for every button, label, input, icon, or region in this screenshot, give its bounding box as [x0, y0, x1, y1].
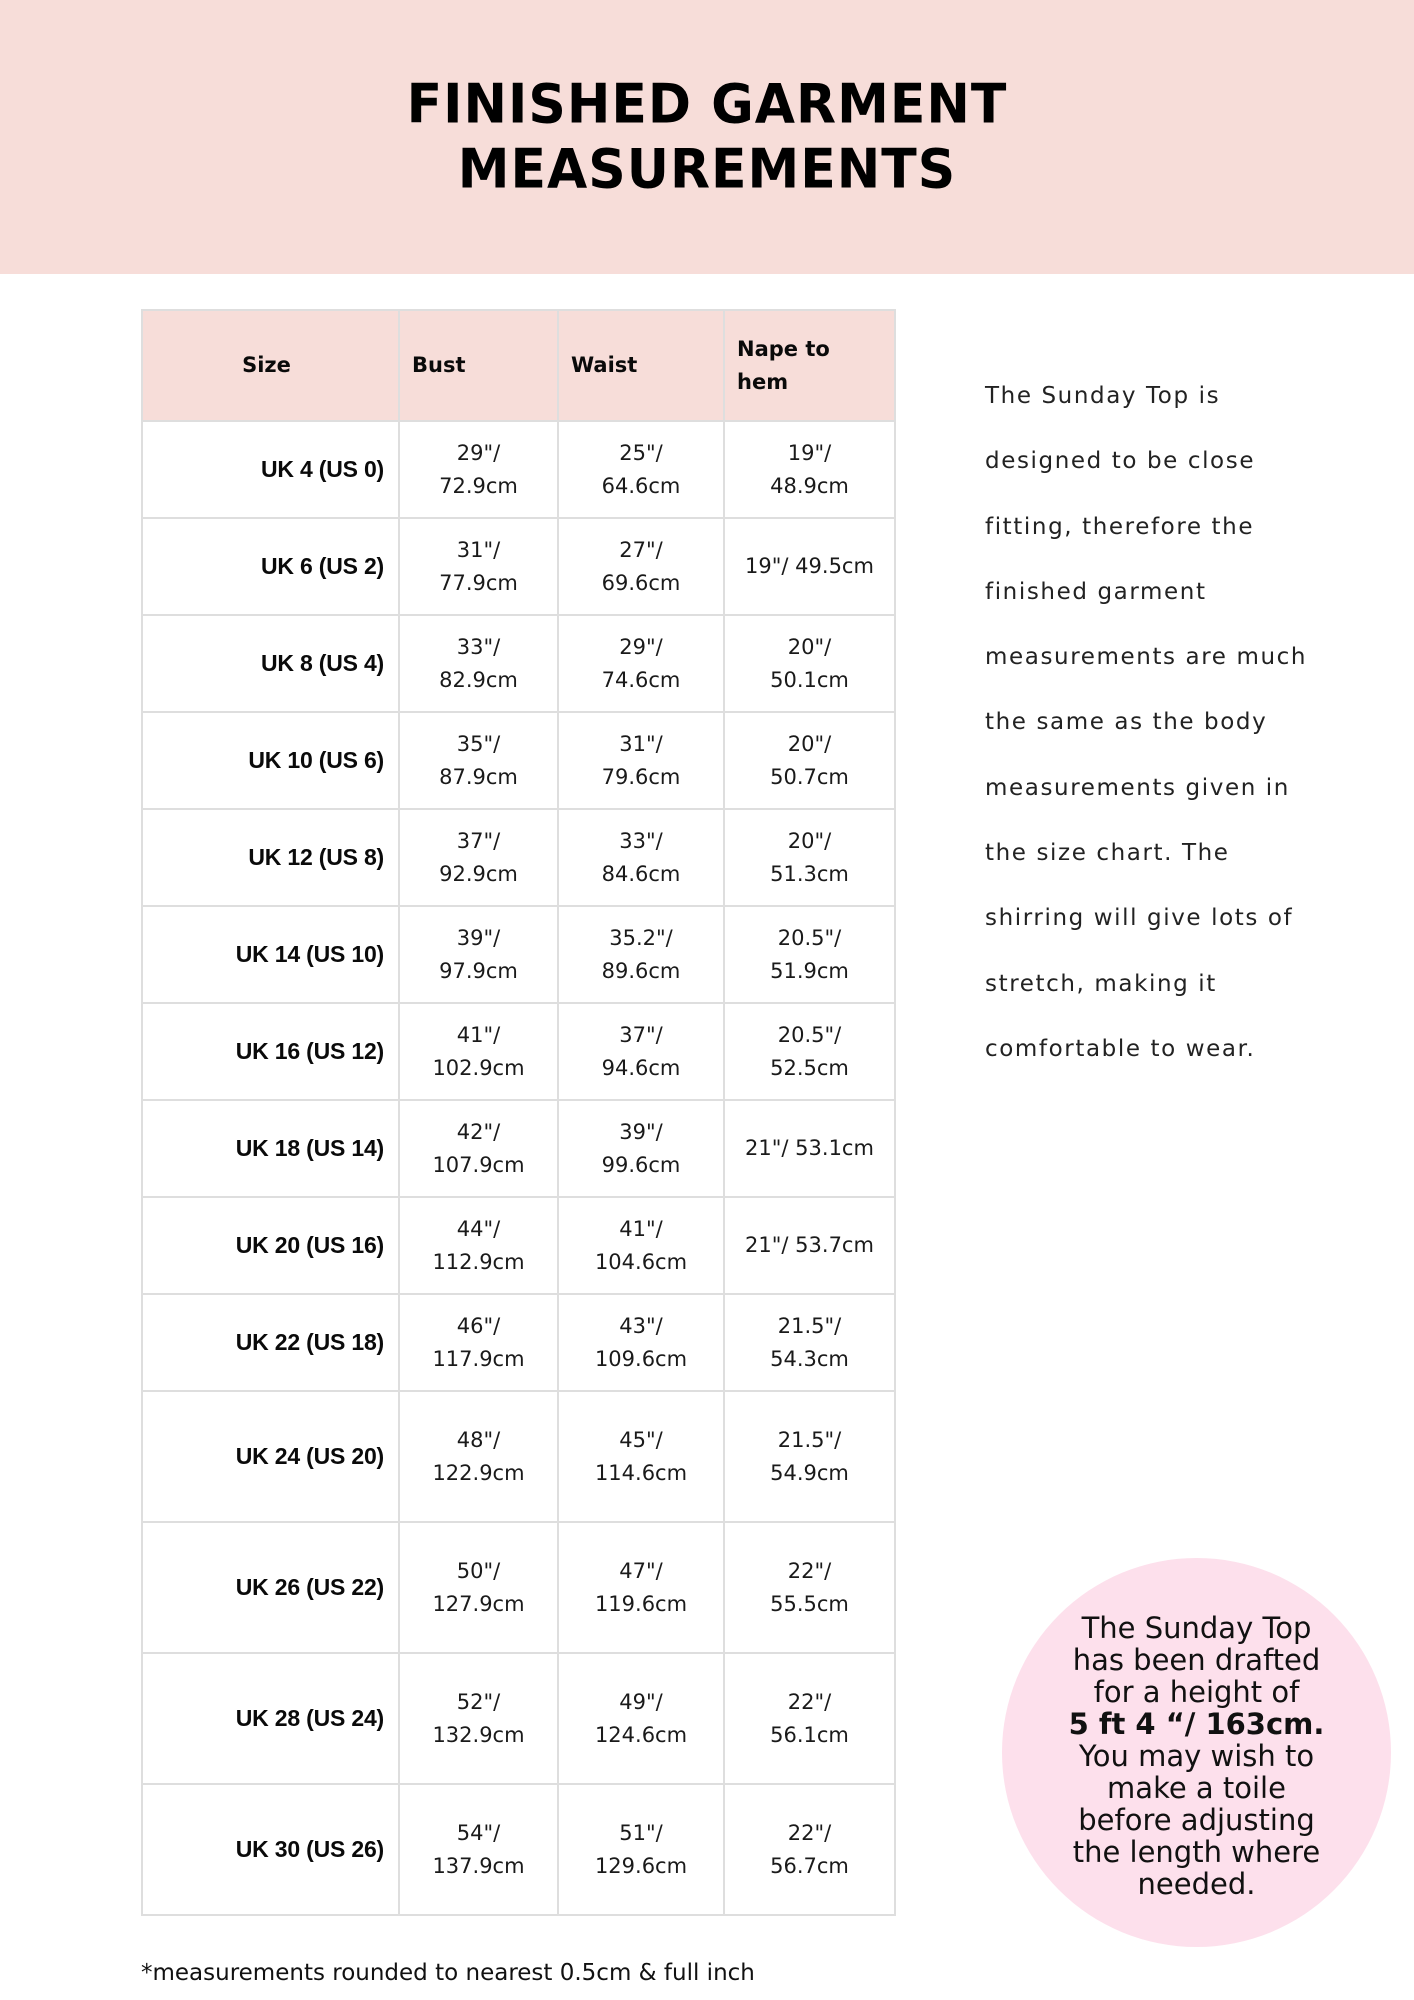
height-note-line: make a toile — [1107, 1770, 1286, 1805]
waist-cell — [558, 1391, 724, 1522]
bust-value-line: 127.9cm — [432, 1591, 525, 1616]
nape-value-line: 52.5cm — [770, 1055, 849, 1080]
waist-value-line: 89.6cm — [601, 958, 681, 983]
fit-description-line: The Sunday Top is — [985, 383, 1221, 409]
waist-cell — [558, 1522, 724, 1653]
nape-cell — [724, 809, 895, 906]
bust-cell — [399, 1197, 558, 1294]
nape-value-line: 22"/ — [787, 1689, 832, 1714]
bust-value-line: 112.9cm — [432, 1249, 525, 1274]
size-cell: UK 14 (US 10) — [142, 906, 399, 1003]
waist-value-line: 25"/ — [619, 440, 663, 465]
table-body — [142, 421, 895, 1915]
nape-value-line: 20"/ — [787, 634, 832, 659]
bust-cell — [399, 615, 558, 712]
fit-description-line: designed to be close — [985, 448, 1256, 475]
table-row — [142, 906, 895, 1003]
waist-value-line: 47"/ — [619, 1558, 663, 1583]
bust-value-line: 107.9cm — [432, 1152, 525, 1177]
bust-value-line: 82.9cm — [439, 667, 518, 692]
bust-value-line: 48"/ — [456, 1427, 501, 1452]
nape-cell — [724, 712, 895, 809]
bust-cell — [399, 1003, 558, 1100]
bust-value-line: 132.9cm — [432, 1722, 525, 1747]
height-note-line: needed. — [1137, 1866, 1256, 1901]
nape-value-line: 19"/ — [787, 440, 832, 465]
waist-value-line: 84.6cm — [601, 861, 681, 886]
bust-cell — [399, 1653, 558, 1784]
waist-value-line: 104.6cm — [594, 1249, 688, 1274]
size-cell: UK 20 (US 16) — [142, 1197, 399, 1294]
bust-value-line: 72.9cm — [439, 473, 518, 498]
waist-value-line: 49"/ — [619, 1689, 663, 1714]
bust-cell — [399, 809, 558, 906]
waist-value-line: 41"/ — [619, 1216, 663, 1241]
table-row — [142, 1197, 895, 1294]
height-note-line: for a height of — [1093, 1674, 1300, 1709]
bust-value-line: 31"/ — [456, 537, 501, 562]
table-row — [142, 615, 895, 712]
bust-cell — [399, 421, 558, 518]
size-cell: UK 12 (US 8) — [142, 809, 399, 906]
column-header-waist: Waist — [558, 310, 724, 421]
table-row — [142, 1100, 895, 1197]
nape-value-line: 20"/ — [787, 731, 832, 756]
nape-value-line: 54.3cm — [770, 1346, 849, 1371]
table-row — [142, 1294, 895, 1391]
height-note-circle — [1002, 1558, 1391, 1947]
size-cell: UK 10 (US 6) — [142, 712, 399, 809]
waist-cell — [558, 1784, 724, 1915]
table-row — [142, 712, 895, 809]
nape-value-line: 55.5cm — [770, 1591, 849, 1616]
bust-value-line: 92.9cm — [439, 861, 518, 886]
nape-value-line: 51.9cm — [770, 958, 849, 983]
waist-value-line: 39"/ — [619, 1119, 663, 1144]
size-cell: UK 22 (US 18) — [142, 1294, 399, 1391]
page-title — [407, 72, 1008, 202]
nape-cell — [724, 1784, 895, 1915]
nape-cell — [724, 1100, 895, 1197]
nape-value-line: 22"/ — [787, 1820, 832, 1845]
waist-value-line: 31"/ — [619, 731, 663, 756]
waist-cell — [558, 1197, 724, 1294]
nape-cell — [724, 1391, 895, 1522]
bust-value-line: 39"/ — [456, 925, 501, 950]
page-title-line-1: FINISHED GARMENT — [406, 72, 1008, 136]
fit-description-line: measurements given in — [985, 774, 1290, 801]
waist-value-line: 43"/ — [619, 1313, 663, 1338]
fit-description-line: the size chart. The — [985, 840, 1230, 867]
waist-value-line: 45"/ — [619, 1427, 663, 1452]
height-value: 5 ft 4 “/ 163cm. — [1068, 1706, 1325, 1741]
table-header-row — [142, 310, 895, 421]
bust-cell — [399, 906, 558, 1003]
waist-value-line: 129.6cm — [594, 1853, 688, 1878]
nape-value-line: 20.5"/ — [777, 925, 842, 950]
waist-value-line: 33"/ — [619, 828, 663, 853]
nape-value-line: 20.5"/ — [777, 1022, 842, 1047]
waist-value-line: 79.6cm — [601, 764, 681, 789]
nape-value-line: 48.9cm — [770, 473, 849, 498]
table-row — [142, 1653, 895, 1784]
waist-cell — [558, 518, 724, 615]
bust-value-line: 29"/ — [456, 440, 501, 465]
waist-value-line: 124.6cm — [594, 1722, 688, 1747]
waist-value-line: 51"/ — [619, 1820, 663, 1845]
waist-value-line: 94.6cm — [601, 1055, 681, 1080]
waist-value-line: 27"/ — [619, 537, 663, 562]
waist-value-line: 69.6cm — [601, 570, 681, 595]
bust-value-line: 137.9cm — [432, 1853, 525, 1878]
nape-value-line: 56.7cm — [770, 1853, 849, 1878]
column-header-size: Size — [142, 310, 399, 421]
table-row — [142, 1784, 895, 1915]
table-row — [142, 1522, 895, 1653]
waist-cell — [558, 809, 724, 906]
bust-cell — [399, 1522, 558, 1653]
table-row — [142, 1003, 895, 1100]
nape-value-line: 20"/ — [787, 828, 832, 853]
nape-value-line: 56.1cm — [770, 1722, 849, 1747]
nape-cell — [724, 1197, 895, 1294]
waist-cell — [558, 906, 724, 1003]
nape-value-line: 21"/ 53.7cm — [745, 1233, 874, 1257]
nape-value-line: 50.1cm — [770, 667, 849, 692]
size-cell: UK 28 (US 24) — [142, 1653, 399, 1784]
nape-value-line: 21"/ 53.1cm — [745, 1136, 874, 1160]
waist-cell — [558, 1294, 724, 1391]
waist-cell — [558, 421, 724, 518]
bust-value-line: 50"/ — [456, 1558, 501, 1583]
nape-value-line: 54.9cm — [770, 1460, 849, 1485]
waist-cell — [558, 1003, 724, 1100]
size-cell: UK 4 (US 0) — [142, 421, 399, 518]
nape-value-line: 51.3cm — [770, 861, 849, 886]
height-note-line: before adjusting — [1078, 1802, 1315, 1837]
header-band — [0, 0, 1414, 274]
fit-description-line: shirring will give lots of — [985, 905, 1294, 932]
size-cell: UK 24 (US 20) — [142, 1391, 399, 1522]
nape-value-line: 50.7cm — [770, 764, 849, 789]
bust-cell — [399, 1784, 558, 1915]
bust-value-line: 54"/ — [456, 1820, 501, 1845]
waist-value-line: 37"/ — [619, 1022, 663, 1047]
size-cell: UK 30 (US 26) — [142, 1784, 399, 1915]
table-row — [142, 1391, 895, 1522]
nape-value-line: 21.5"/ — [777, 1427, 842, 1452]
bust-value-line: 44"/ — [456, 1216, 501, 1241]
bust-value-line: 97.9cm — [439, 958, 518, 983]
column-header-nape-line-1: Nape to — [737, 336, 830, 361]
fit-description — [985, 364, 1385, 1082]
waist-value-line: 64.6cm — [601, 473, 681, 498]
bust-value-line: 102.9cm — [432, 1055, 525, 1080]
bust-value-line: 42"/ — [456, 1119, 501, 1144]
fit-description-line: stretch, making it — [985, 970, 1217, 997]
column-header-nape-to-hem — [724, 310, 895, 421]
waist-cell — [558, 1100, 724, 1197]
nape-cell — [724, 1653, 895, 1784]
bust-value-line: 46"/ — [456, 1313, 501, 1338]
waist-value-line: 74.6cm — [601, 667, 681, 692]
nape-value-line: 19"/ 49.5cm — [745, 554, 874, 578]
measurement-footnote: *measurements rounded to nearest 0.5cm & full inch — [141, 1960, 755, 1986]
waist-value-line: 109.6cm — [594, 1346, 688, 1371]
size-cell: UK 6 (US 2) — [142, 518, 399, 615]
height-note-line: has been drafted — [1072, 1642, 1321, 1677]
waist-cell — [558, 712, 724, 809]
height-note-line: the length where — [1072, 1834, 1321, 1869]
bust-value-line: 87.9cm — [439, 764, 518, 789]
column-header-bust: Bust — [399, 310, 558, 421]
bust-cell — [399, 1391, 558, 1522]
nape-cell — [724, 1003, 895, 1100]
table-row — [142, 421, 895, 518]
bust-value-line: 52"/ — [456, 1689, 501, 1714]
fit-description-line: the same as the body — [985, 709, 1268, 736]
waist-value-line: 99.6cm — [601, 1152, 681, 1177]
column-header-nape-line-2: hem — [737, 369, 789, 394]
fit-description-line: measurements are much — [985, 644, 1308, 671]
waist-value-line: 29"/ — [619, 634, 663, 659]
waist-value-line: 35.2"/ — [609, 925, 673, 950]
bust-cell — [399, 712, 558, 809]
nape-cell — [724, 421, 895, 518]
fit-description-line: finished garment — [985, 578, 1207, 605]
size-cell: UK 16 (US 12) — [142, 1003, 399, 1100]
waist-cell — [558, 615, 724, 712]
waist-cell — [558, 1653, 724, 1784]
bust-cell — [399, 1294, 558, 1391]
height-note-line: You may wish to — [1078, 1738, 1315, 1773]
table-row — [142, 518, 895, 615]
fit-description-line: fitting, therefore the — [985, 513, 1255, 540]
fit-description-line: comfortable to wear. — [985, 1035, 1256, 1062]
bust-value-line: 117.9cm — [432, 1346, 525, 1371]
size-cell: UK 8 (US 4) — [142, 615, 399, 712]
nape-cell — [724, 615, 895, 712]
size-cell: UK 18 (US 14) — [142, 1100, 399, 1197]
nape-cell — [724, 1522, 895, 1653]
bust-cell — [399, 518, 558, 615]
finished-measurements-table — [141, 309, 896, 1916]
nape-value-line: 22"/ — [787, 1558, 832, 1583]
nape-cell — [724, 518, 895, 615]
bust-value-line: 35"/ — [456, 731, 501, 756]
page-title-line-2: MEASUREMENTS — [457, 138, 957, 202]
height-note-line: The Sunday Top — [1081, 1610, 1312, 1645]
size-cell: UK 26 (US 22) — [142, 1522, 399, 1653]
height-note-text — [1069, 1606, 1325, 1900]
nape-value-line: 21.5"/ — [777, 1313, 842, 1338]
bust-value-line: 41"/ — [456, 1022, 501, 1047]
bust-value-line: 122.9cm — [432, 1460, 525, 1485]
waist-value-line: 114.6cm — [594, 1460, 688, 1485]
table-row — [142, 809, 895, 906]
nape-cell — [724, 906, 895, 1003]
nape-cell — [724, 1294, 895, 1391]
bust-value-line: 77.9cm — [439, 570, 518, 595]
waist-value-line: 119.6cm — [594, 1591, 688, 1616]
bust-value-line: 37"/ — [456, 828, 501, 853]
bust-value-line: 33"/ — [456, 634, 501, 659]
bust-cell — [399, 1100, 558, 1197]
